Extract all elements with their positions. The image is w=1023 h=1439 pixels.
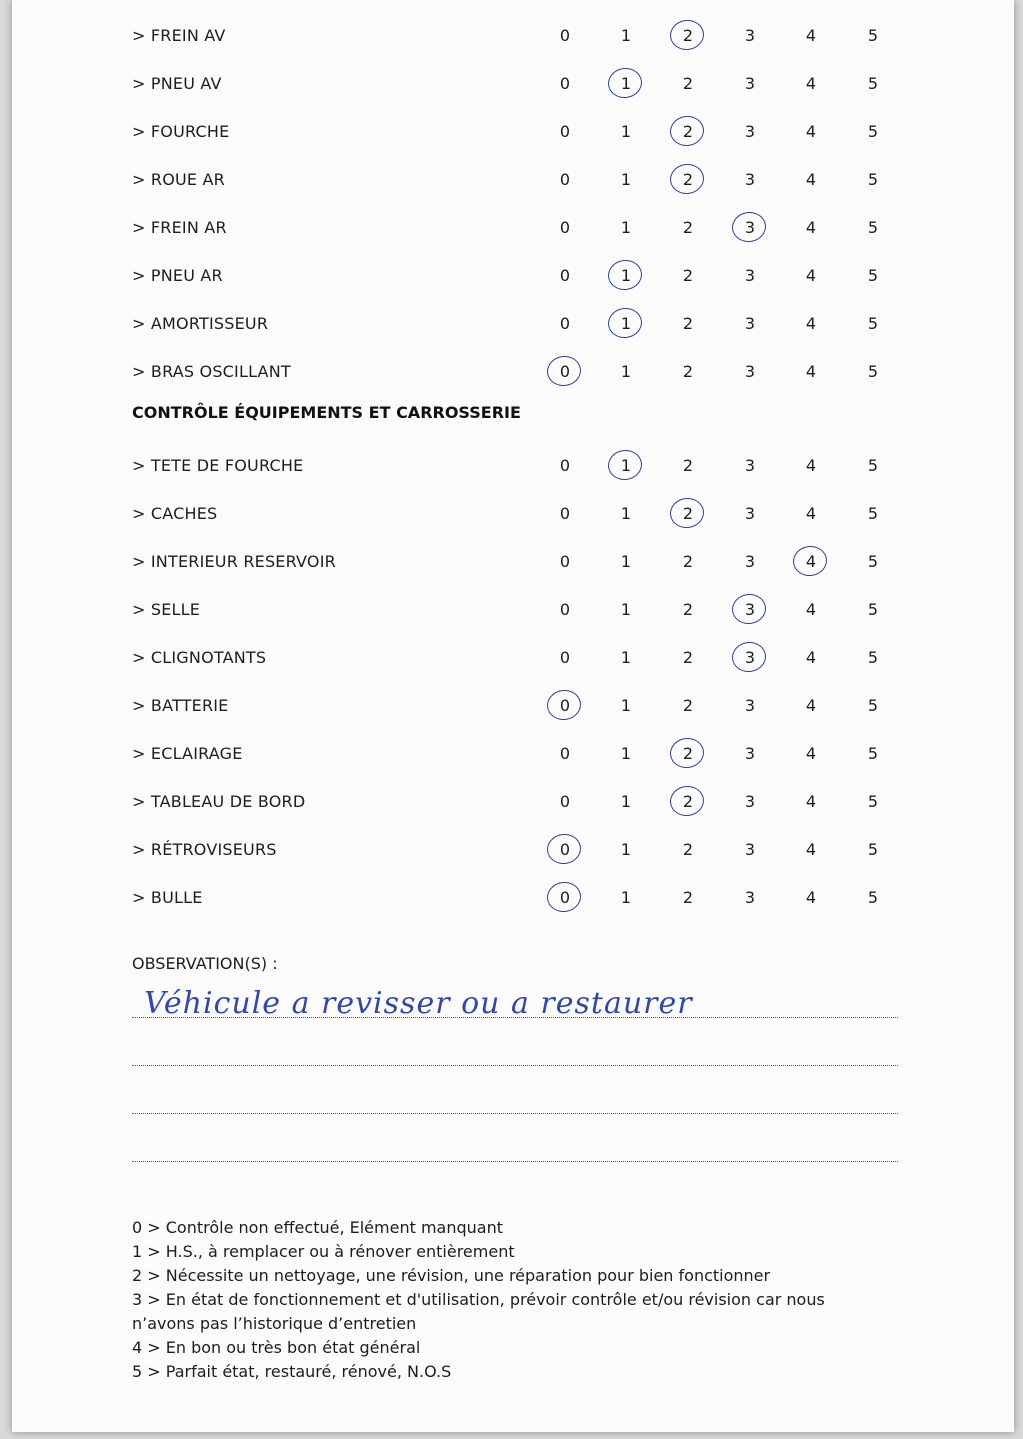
score-option[interactable]: 5 xyxy=(867,792,879,811)
score-option[interactable]: 0 xyxy=(559,648,571,667)
score-option[interactable]: 0 xyxy=(559,122,571,141)
score-circled[interactable]: 3 xyxy=(738,648,762,667)
score-option[interactable]: 0 xyxy=(559,792,571,811)
score-circled[interactable]: 2 xyxy=(676,744,700,763)
score-option[interactable]: 1 xyxy=(620,792,632,811)
score-option[interactable]: 5 xyxy=(867,362,879,381)
rating-row xyxy=(12,164,1014,194)
rating-row-label: > BULLE xyxy=(132,888,203,907)
score-circled[interactable]: 3 xyxy=(738,218,762,237)
observation-line xyxy=(132,1017,898,1018)
rating-row-label: > SELLE xyxy=(132,600,201,619)
score-option[interactable]: 5 xyxy=(867,218,879,237)
rating-row xyxy=(12,834,1014,864)
score-option[interactable]: 3 xyxy=(744,840,756,859)
score-option[interactable]: 2 xyxy=(682,266,694,285)
score-option[interactable]: 0 xyxy=(559,218,571,237)
score-option[interactable]: 3 xyxy=(744,122,756,141)
score-option[interactable]: 3 xyxy=(744,170,756,189)
rating-row xyxy=(12,356,1014,386)
rating-row xyxy=(12,308,1014,338)
score-option[interactable]: 2 xyxy=(682,888,694,907)
section-title: CONTRÔLE ÉQUIPEMENTS ET CARROSSERIE xyxy=(132,403,521,422)
score-option[interactable]: 3 xyxy=(744,266,756,285)
rating-row-label: > RÉTROVISEURS xyxy=(132,840,277,859)
score-option[interactable]: 5 xyxy=(867,26,879,45)
score-option[interactable]: 0 xyxy=(559,744,571,763)
rating-row xyxy=(12,68,1014,98)
rating-row-label: > ECLAIRAGE xyxy=(132,744,243,763)
score-circled[interactable]: 1 xyxy=(614,456,638,475)
score-circled[interactable]: 2 xyxy=(676,26,700,45)
score-option[interactable]: 0 xyxy=(559,552,571,571)
score-option[interactable]: 4 xyxy=(805,504,817,523)
score-option[interactable]: 5 xyxy=(867,74,879,93)
rating-row-label: > CACHES xyxy=(132,504,218,523)
score-circled[interactable]: 0 xyxy=(553,840,577,859)
score-option[interactable]: 2 xyxy=(682,314,694,333)
score-circled[interactable]: 1 xyxy=(614,266,638,285)
score-circled[interactable]: 2 xyxy=(676,122,700,141)
score-option[interactable]: 2 xyxy=(682,218,694,237)
score-circled[interactable]: 0 xyxy=(553,362,577,381)
score-option[interactable]: 2 xyxy=(682,696,694,715)
score-option[interactable]: 2 xyxy=(682,648,694,667)
score-option[interactable]: 5 xyxy=(867,122,879,141)
score-option[interactable]: 3 xyxy=(744,26,756,45)
score-option[interactable]: 3 xyxy=(744,552,756,571)
score-option[interactable]: 3 xyxy=(744,456,756,475)
rating-row-label: > INTERIEUR RESERVOIR xyxy=(132,552,336,571)
score-option[interactable]: 4 xyxy=(805,26,817,45)
score-option[interactable]: 1 xyxy=(620,362,632,381)
score-option[interactable]: 5 xyxy=(867,696,879,715)
score-option[interactable]: 2 xyxy=(682,552,694,571)
score-option[interactable]: 3 xyxy=(744,314,756,333)
score-option[interactable]: 5 xyxy=(867,504,879,523)
score-option[interactable]: 4 xyxy=(805,266,817,285)
score-circled[interactable]: 4 xyxy=(799,552,823,571)
rating-row xyxy=(12,882,1014,912)
score-option[interactable]: 1 xyxy=(620,170,632,189)
score-circled[interactable]: 1 xyxy=(614,314,638,333)
score-option[interactable]: 3 xyxy=(744,74,756,93)
score-option[interactable]: 5 xyxy=(867,314,879,333)
score-option[interactable]: 0 xyxy=(559,314,571,333)
score-option[interactable]: 4 xyxy=(805,122,817,141)
observations-handwriting: Véhicule a revisser ou a restaurer xyxy=(144,986,693,1021)
score-option[interactable]: 5 xyxy=(867,648,879,667)
score-option[interactable]: 1 xyxy=(620,600,632,619)
rating-row xyxy=(12,786,1014,816)
score-circled[interactable]: 2 xyxy=(676,504,700,523)
rating-row xyxy=(12,260,1014,290)
score-option[interactable]: 1 xyxy=(620,26,632,45)
score-option[interactable]: 2 xyxy=(682,362,694,381)
rating-row xyxy=(12,642,1014,672)
rating-row-label: > BATTERIE xyxy=(132,696,229,715)
legend-line: 5 > Parfait état, restauré, rénové, N.O.S xyxy=(132,1362,452,1381)
score-option[interactable]: 0 xyxy=(559,170,571,189)
score-circled[interactable]: 3 xyxy=(738,600,762,619)
observation-line xyxy=(132,1065,898,1066)
rating-row-label: > PNEU AV xyxy=(132,74,222,93)
rating-row-label: > FREIN AV xyxy=(132,26,226,45)
observation-line xyxy=(132,1161,898,1162)
rating-row-label: > TETE DE FOURCHE xyxy=(132,456,304,475)
score-option[interactable]: 5 xyxy=(867,456,879,475)
score-option[interactable]: 0 xyxy=(559,456,571,475)
score-option[interactable]: 2 xyxy=(682,600,694,619)
rating-row-label: > CLIGNOTANTS xyxy=(132,648,267,667)
observations-label: OBSERVATION(S) : xyxy=(132,954,278,973)
score-option[interactable]: 4 xyxy=(805,840,817,859)
score-option[interactable]: 4 xyxy=(805,314,817,333)
score-option[interactable]: 1 xyxy=(620,218,632,237)
score-circled[interactable]: 1 xyxy=(614,74,638,93)
score-circled[interactable]: 2 xyxy=(676,170,700,189)
score-option[interactable]: 5 xyxy=(867,744,879,763)
score-option[interactable]: 4 xyxy=(805,600,817,619)
score-option[interactable]: 5 xyxy=(867,552,879,571)
rating-row xyxy=(12,498,1014,528)
rating-row-label: > AMORTISSEUR xyxy=(132,314,269,333)
score-option[interactable]: 1 xyxy=(620,744,632,763)
score-option[interactable]: 4 xyxy=(805,74,817,93)
score-option[interactable]: 1 xyxy=(620,504,632,523)
score-option[interactable]: 4 xyxy=(805,648,817,667)
score-option[interactable]: 4 xyxy=(805,456,817,475)
score-option[interactable]: 1 xyxy=(620,122,632,141)
legend-line: 2 > Nécessite un nettoyage, une révision, une réparation pour bien fonctionner xyxy=(132,1266,771,1285)
score-option[interactable]: 4 xyxy=(805,218,817,237)
legend-line: 0 > Contrôle non effectué, Elément manquant xyxy=(132,1218,503,1237)
score-option[interactable]: 0 xyxy=(559,266,571,285)
rating-row-label: > PNEU AR xyxy=(132,266,223,285)
score-option[interactable]: 4 xyxy=(805,170,817,189)
score-circled[interactable]: 0 xyxy=(553,696,577,715)
rating-row xyxy=(12,450,1014,480)
rating-row xyxy=(12,212,1014,242)
score-option[interactable]: 0 xyxy=(559,74,571,93)
rating-row-label: > ROUE AR xyxy=(132,170,225,189)
score-option[interactable]: 0 xyxy=(559,600,571,619)
score-option[interactable]: 3 xyxy=(744,744,756,763)
score-option[interactable]: 3 xyxy=(744,504,756,523)
observation-line xyxy=(132,1113,898,1114)
score-option[interactable]: 4 xyxy=(805,362,817,381)
score-option[interactable]: 3 xyxy=(744,792,756,811)
score-option[interactable]: 1 xyxy=(620,648,632,667)
rating-row xyxy=(12,594,1014,624)
score-option[interactable]: 4 xyxy=(805,744,817,763)
score-option[interactable]: 3 xyxy=(744,696,756,715)
score-option[interactable]: 5 xyxy=(867,888,879,907)
legend-line: 4 > En bon ou très bon état général xyxy=(132,1338,421,1357)
legend-line: n’avons pas l’historique d’entretien xyxy=(132,1314,417,1333)
score-option[interactable]: 5 xyxy=(867,600,879,619)
score-option[interactable]: 2 xyxy=(682,840,694,859)
rating-row xyxy=(12,116,1014,146)
rating-row-label: > TABLEAU DE BORD xyxy=(132,792,306,811)
rating-row-label: > FREIN AR xyxy=(132,218,227,237)
score-option[interactable]: 1 xyxy=(620,552,632,571)
score-option[interactable]: 0 xyxy=(559,26,571,45)
score-option[interactable]: 2 xyxy=(682,456,694,475)
score-option[interactable]: 5 xyxy=(867,266,879,285)
score-option[interactable]: 5 xyxy=(867,840,879,859)
score-option[interactable]: 0 xyxy=(559,504,571,523)
score-option[interactable]: 4 xyxy=(805,696,817,715)
rating-row xyxy=(12,20,1014,50)
rating-row xyxy=(12,690,1014,720)
score-option[interactable]: 5 xyxy=(867,170,879,189)
score-option[interactable]: 3 xyxy=(744,362,756,381)
score-option[interactable]: 4 xyxy=(805,792,817,811)
rating-row xyxy=(12,546,1014,576)
score-option[interactable]: 4 xyxy=(805,888,817,907)
score-circled[interactable]: 2 xyxy=(676,792,700,811)
score-circled[interactable]: 0 xyxy=(553,888,577,907)
score-option[interactable]: 1 xyxy=(620,840,632,859)
legend-line: 1 > H.S., à remplacer ou à rénover entièrement xyxy=(132,1242,515,1261)
legend-line: 3 > En état de fonctionnement et d'utilisation, prévoir contrôle et/ou révision car nous xyxy=(132,1290,825,1309)
rating-row xyxy=(12,738,1014,768)
legend xyxy=(132,1216,892,1384)
score-option[interactable]: 1 xyxy=(620,696,632,715)
inspection-sheet xyxy=(12,0,1014,1432)
rating-row-label: > BRAS OSCILLANT xyxy=(132,362,291,381)
score-option[interactable]: 2 xyxy=(682,74,694,93)
score-option[interactable]: 3 xyxy=(744,888,756,907)
rating-row-label: > FOURCHE xyxy=(132,122,230,141)
score-option[interactable]: 1 xyxy=(620,888,632,907)
